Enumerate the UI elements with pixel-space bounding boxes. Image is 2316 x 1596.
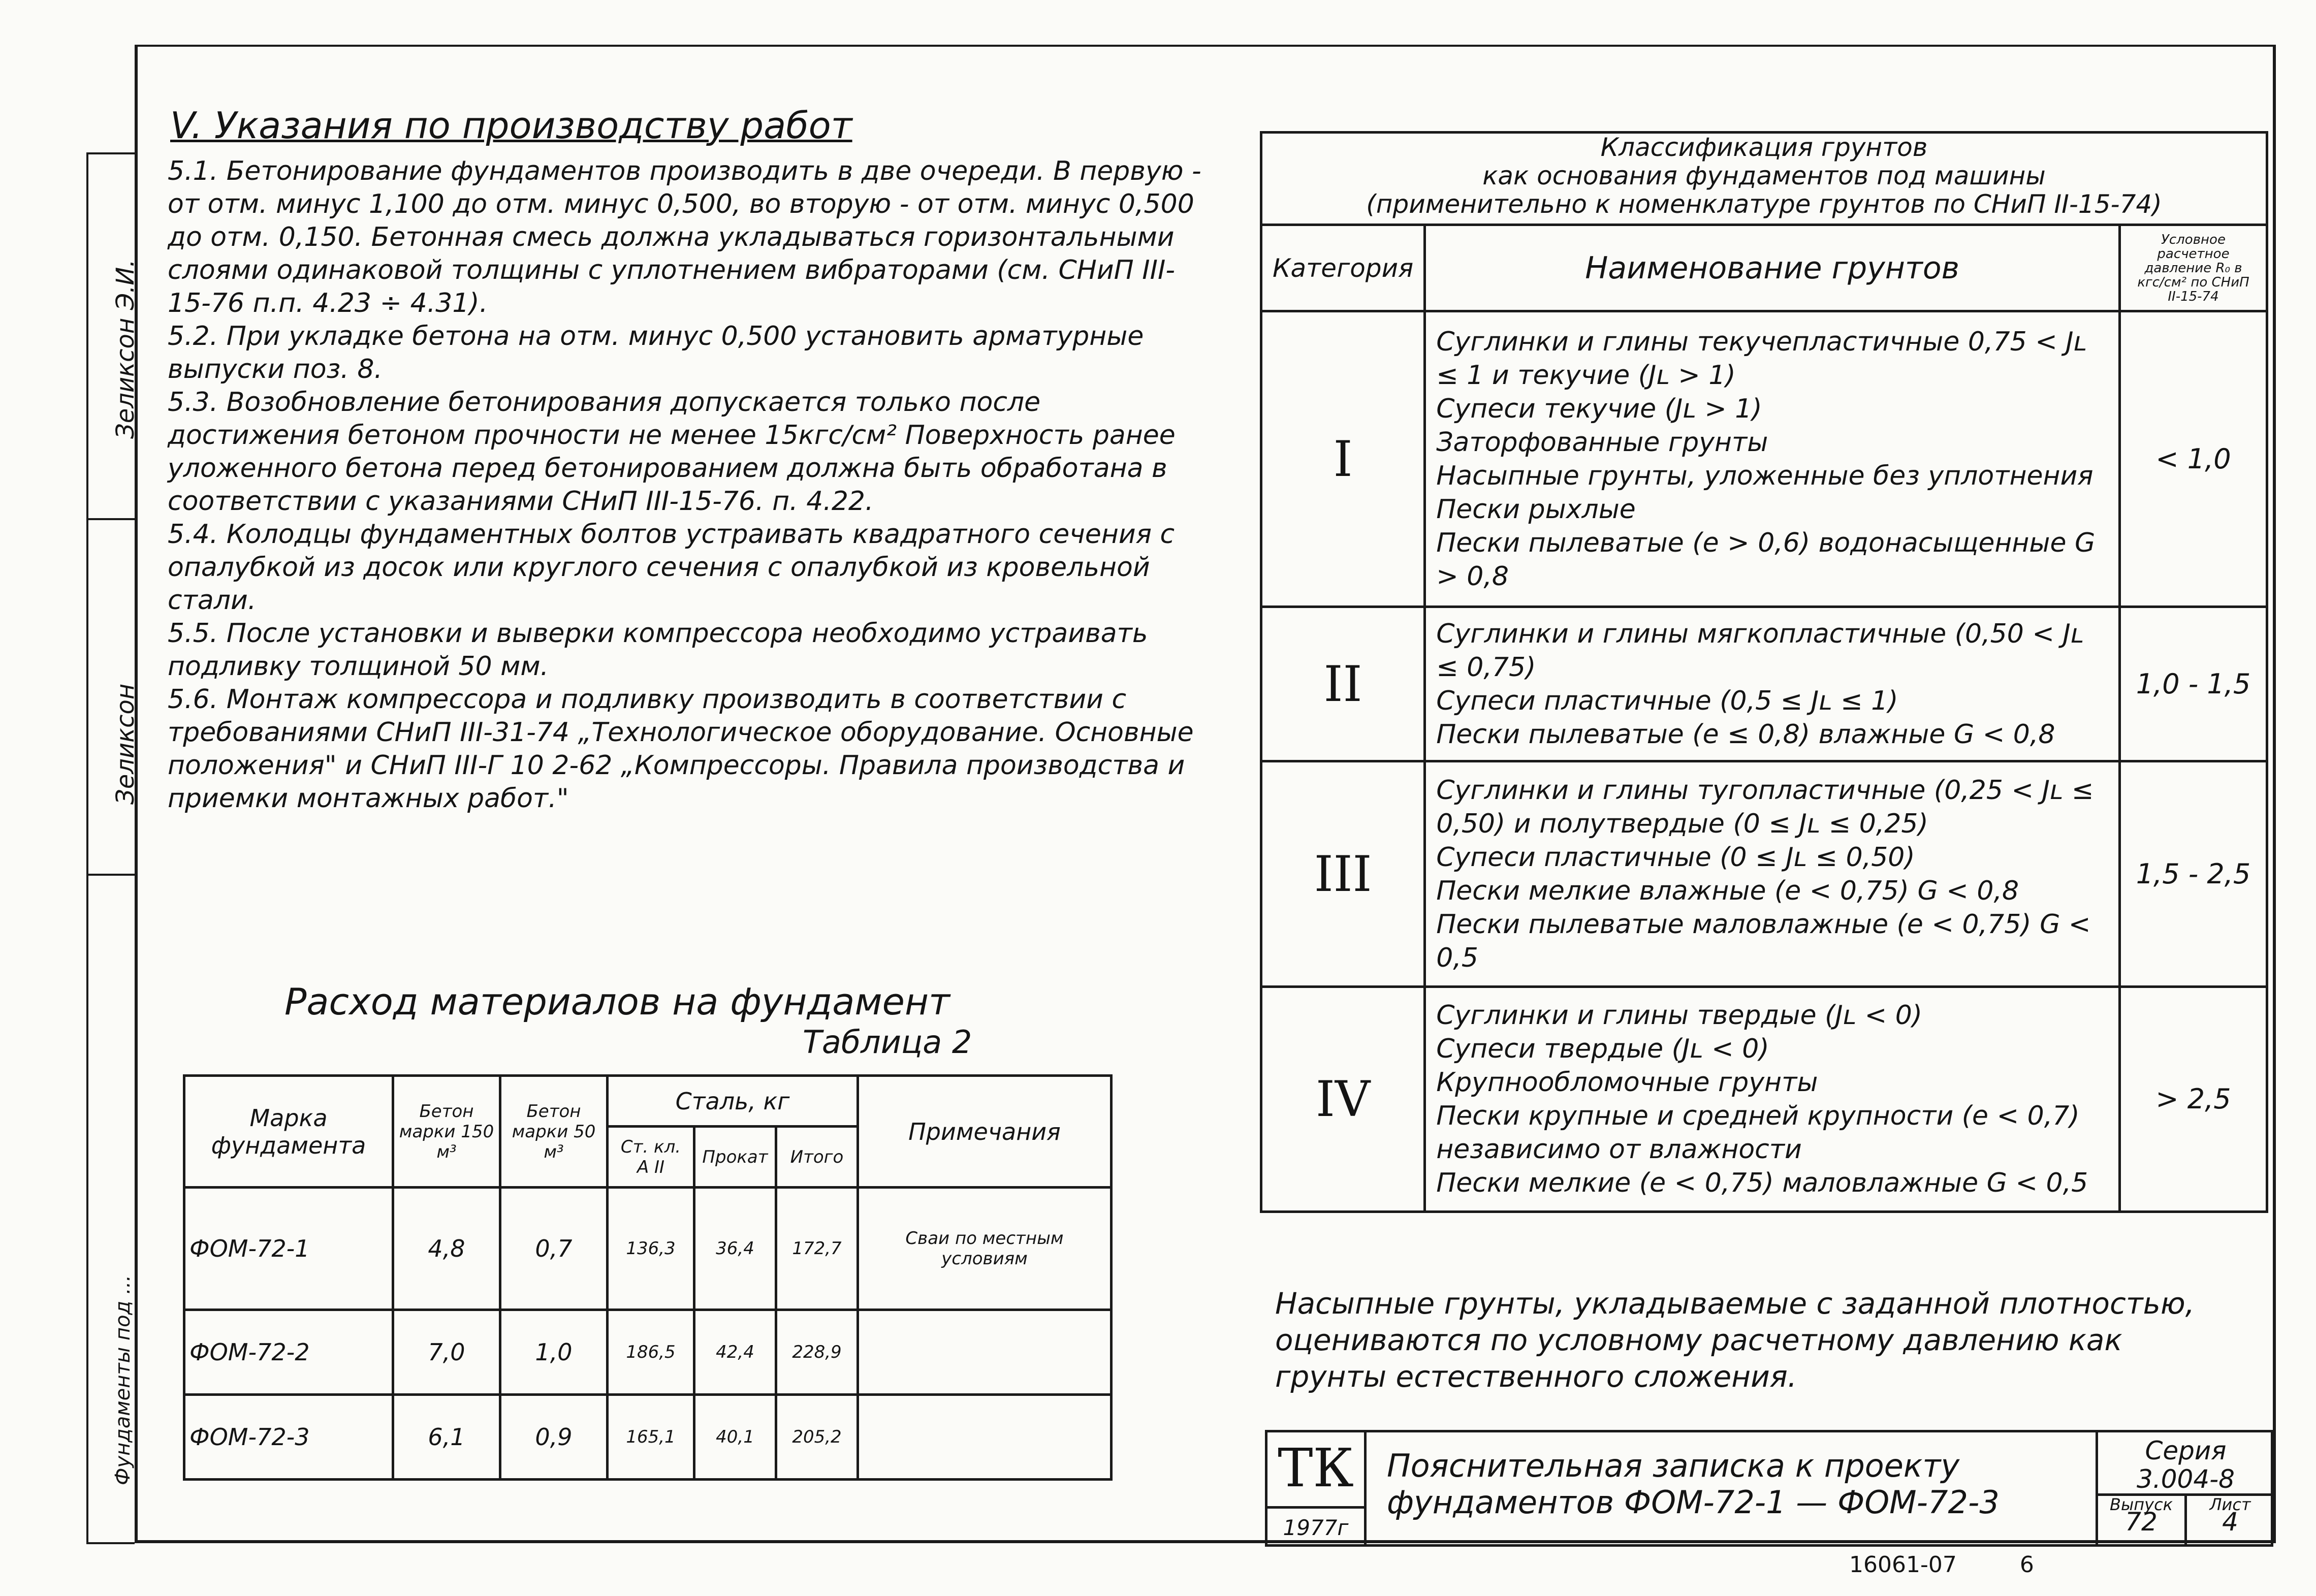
table-row <box>1261 311 2267 607</box>
range-cell: 1,5 - 2,5 <box>2120 761 2267 986</box>
footer-page: 6 <box>2019 1552 2034 1578</box>
stamp-title-line: Пояснительная записка к проекту <box>1387 1447 1960 1484</box>
range-cell: > 2,5 <box>2120 986 2267 1211</box>
issue-sheet-row <box>2098 1496 2273 1547</box>
side-cell-3 <box>88 876 135 1546</box>
cell-mark: ФОМ-72-2 <box>184 1310 393 1394</box>
issue-cell <box>2098 1496 2187 1547</box>
header-steel: Сталь, кг <box>608 1076 858 1127</box>
sheet-value: 4 <box>2222 1507 2238 1537</box>
soil-line: Суглинки и глины твердые (Jʟ < 0) <box>1436 1000 1923 1031</box>
soils-cell <box>1425 986 2120 1211</box>
cell-total: 172,7 <box>776 1188 858 1310</box>
cell-note <box>858 1310 1112 1394</box>
category-cell: IV <box>1261 986 1425 1211</box>
stamp-title <box>1387 1448 2000 1521</box>
soil-line: Пески крупные и средней крупности (е < 0,7) независимо от влажности <box>1436 1100 2080 1165</box>
table-row <box>184 1310 1112 1394</box>
cell-a2: 165,1 <box>608 1394 694 1479</box>
cell-rolled: 42,4 <box>694 1310 776 1394</box>
instructions <box>168 155 1214 815</box>
category-cell: III <box>1261 761 1425 986</box>
cell-c150: 6,1 <box>393 1394 500 1479</box>
soil-line: Крупнообломочные грунты <box>1436 1067 1818 1098</box>
cell-c50: 0,9 <box>500 1394 608 1479</box>
soil-line: Суглинки и глины мягкопластичные (0,50 < Jʟ ≤ 0,75) <box>1436 618 2084 683</box>
range-cell: < 1,0 <box>2120 311 2267 607</box>
soil-line: Супеси пластичные (0 ≤ Jʟ ≤ 0,50) <box>1436 842 1915 873</box>
side-strip <box>86 152 140 1544</box>
cell-c50: 0,7 <box>500 1188 608 1310</box>
header-concrete50: Бетон марки 50 м³ <box>500 1076 608 1188</box>
instruction-item: 5.4. Колодцы фундаментных болтов устраивать квадратного сечения с опалубкой из досок или круглого сечения с опалубкой из кровельной стали. <box>168 519 1175 616</box>
cell-total: 205,2 <box>776 1394 858 1479</box>
header-steel-a2: Ст. кл. А II <box>608 1127 694 1188</box>
soil-line: Суглинки и глины текучепластичные 0,75 < Jʟ ≤ 1 и текучие (Jʟ > 1) <box>1436 326 2087 391</box>
materials-table <box>183 1074 1113 1481</box>
cell-mark: ФОМ-72-3 <box>184 1394 393 1479</box>
cell-mark: ФОМ-72-1 <box>184 1188 393 1310</box>
cell-c150: 4,8 <box>393 1188 500 1310</box>
series-value: 3.004-8 <box>2137 1464 2235 1494</box>
soil-line: Пески рыхлые <box>1436 494 1636 525</box>
table-row <box>1261 761 2267 986</box>
instruction-item: 5.1. Бетонирование фундаментов производить в две очереди. В первую - от отм. минус 1,100 до отм. минус 0,500, во вторую - от отм. минус 0,500 до отм. 0,150. Бетонная смесь должна укладываться горизонтальными слоями одинаковой толщины с уплотнением вибраторами (см. СНиП III-15-76 п.п. 4.23 ÷ 4.31). <box>168 156 1201 318</box>
soil-line: Пески пылеватые (е ≤ 0,8) влажные G < 0,8 <box>1436 719 2055 750</box>
category-cell: I <box>1261 311 1425 607</box>
issue-value: 72 <box>2125 1507 2158 1537</box>
side-cell-1 <box>88 154 140 520</box>
footer-code: 16061-07 <box>1849 1552 1957 1578</box>
table-row <box>1261 607 2267 761</box>
category-cell: II <box>1261 607 1425 761</box>
header-soils: Наименование грунтов <box>1425 225 2120 311</box>
section-title: V. Указания по производству работ <box>170 104 852 147</box>
soil-line: Супеси пластичные (0,5 ≤ Jʟ ≤ 1) <box>1436 685 1898 716</box>
side-label: Зеликсон Э.И. <box>111 259 140 439</box>
title-block <box>1265 1430 2273 1547</box>
series-label: Серия <box>2145 1436 2227 1465</box>
header-mark: Марка фундамента <box>184 1076 393 1188</box>
soils-cell <box>1425 761 2120 986</box>
soil-line: Пески мелкие влажные (е < 0,75) G < 0,8 <box>1436 875 2019 906</box>
soil-line: Супеси текучие (Jʟ > 1) <box>1436 393 1762 424</box>
soil-line: Суглинки и глины тугопластичные (0,25 < Jʟ ≤ 0,50) и полутвердые (0 ≤ Jʟ ≤ 0,25) <box>1436 775 2094 839</box>
header-steel-rolled: Прокат <box>694 1127 776 1188</box>
table-row <box>184 1188 1112 1310</box>
table2-title: Расход материалов на фундамент <box>284 980 950 1023</box>
sheet-cell <box>2187 1496 2273 1547</box>
soils-cell <box>1425 607 2120 761</box>
header-steel-total: Итого <box>776 1127 858 1188</box>
header-category: Категория <box>1261 225 1425 311</box>
instruction-item: 5.2. При укладке бетона на отм. минус 0,500 установить арматурные выпуски поз. 8. <box>168 321 1144 385</box>
cell-c150: 7,0 <box>393 1310 500 1394</box>
fill-soils-note: Насыпные грунты, укладываемые с заданной плотностью, оцениваются по условному расчетному давлению как грунты естественного сложения. <box>1275 1286 2195 1394</box>
sheet-label: Лист <box>2209 1495 2251 1514</box>
soil-line: Супеси твердые (Jʟ < 0) <box>1436 1033 1769 1064</box>
soil-line: Пески пылеватые (е > 0,6) водонасыщенные G > 0,8 <box>1436 527 2096 592</box>
cell-note: Сваи по местным условиям <box>858 1188 1112 1310</box>
instruction-item: 5.3. Возобновление бетонирования допускается только после достижения бетоном прочности не менее 15кгс/см² Поверхность ранее уложенного бетона перед бетонированием должна быть обработана в соответствии с указаниями СНиП III-15-76. п. 4.22. <box>168 387 1176 517</box>
footer <box>1849 1552 2034 1578</box>
classification-title-line: Классификация грунтов <box>1600 133 1928 162</box>
series-cell <box>2098 1432 2273 1496</box>
soil-line: Пески мелкие (е < 0,75) маловлажные G < 0,5 <box>1436 1167 2088 1198</box>
classification-title-line: как основания фундаментов под машины <box>1482 161 2046 190</box>
header-notes: Примечания <box>858 1076 1112 1188</box>
classification-table <box>1260 224 2268 1213</box>
table2-subtitle: Таблица 2 <box>803 1024 972 1061</box>
instruction-item: 5.6. Монтаж компрессора и подливку производить в соответствии с требованиями СНиП III-31-74 „Технологическое оборудование. Основные положения" и СНиП III-Г 10 2-62 „Компрессоры. Правила производства и приемки монтажных работ." <box>168 684 1194 814</box>
table-row <box>1261 986 2267 1211</box>
soil-line: Насыпные грунты, уложенные без уплотнения <box>1436 460 2093 491</box>
cell-c50: 1,0 <box>500 1310 608 1394</box>
cell-total: 228,9 <box>776 1310 858 1394</box>
classification-title-line: (применительно к номенклатуре грунтов по СНиП II-15-74) <box>1366 189 2162 219</box>
stamp-title-line: фундаментов ФОМ-72-1 — ФОМ-72-3 <box>1387 1484 2000 1521</box>
header-concrete150: Бетон марки 150 м³ <box>393 1076 500 1188</box>
soil-line: Заторфованные грунты <box>1436 427 1768 458</box>
classification-title <box>1260 133 2268 218</box>
header-pressure: Условное расчетное давление R₀ в кгс/см² по СНиП II-15-74 <box>2120 225 2267 311</box>
side-label: Фундаменты под ... <box>111 1274 135 1485</box>
cell-a2: 186,5 <box>608 1310 694 1394</box>
side-cell-2 <box>88 520 140 876</box>
series-block <box>2096 1432 2273 1547</box>
soil-line: Пески пылеватые маловлажные (е < 0,75) G < 0,5 <box>1436 909 2091 973</box>
table-row <box>184 1394 1112 1479</box>
stamp-year: 1977г <box>1267 1509 1367 1547</box>
soils-cell <box>1425 311 2120 607</box>
issue-label: Выпуск <box>2110 1495 2173 1514</box>
cell-rolled: 36,4 <box>694 1188 776 1310</box>
instruction-item: 5.5. После установки и выверки компрессора необходимо устраивать подливку толщиной 50 мм. <box>168 618 1148 682</box>
cell-a2: 136,3 <box>608 1188 694 1310</box>
org-logo: ТК <box>1267 1432 1367 1509</box>
cell-rolled: 40,1 <box>694 1394 776 1479</box>
side-label: Зеликсон <box>111 683 140 805</box>
cell-note <box>858 1394 1112 1479</box>
range-cell: 1,0 - 1,5 <box>2120 607 2267 761</box>
